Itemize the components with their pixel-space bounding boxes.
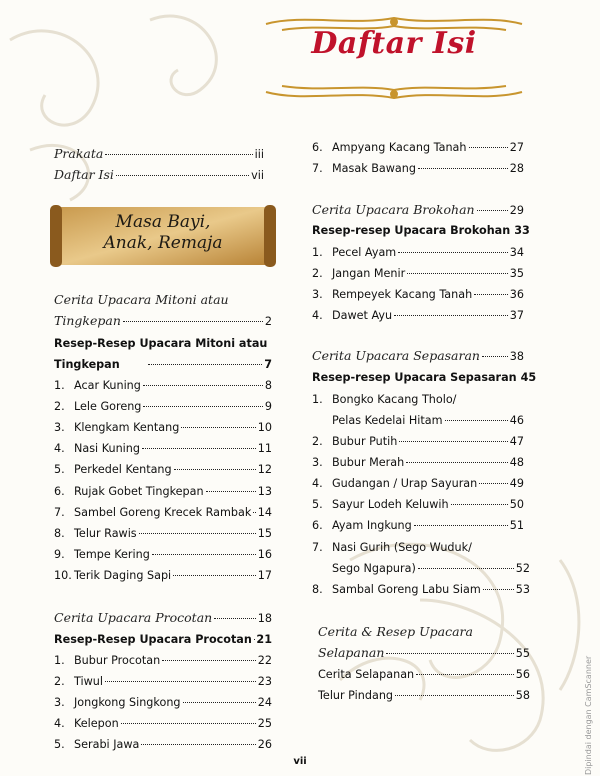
toc-recipe-heading-brokohan[interactable]: Resep-resep Upacara Brokohan 33 [312, 224, 530, 237]
toc-item[interactable]: 2. Jangan Menir 35 [312, 267, 524, 280]
toc-recipe-heading-mitoni-cont[interactable]: Tingkepan 7 [54, 358, 272, 371]
toc-entry-prakata[interactable]: Prakata iii [54, 146, 264, 161]
toc-item[interactable]: 5. Serabi Jawa 26 [54, 738, 272, 751]
toc-item[interactable]: 3. Klengkam Kentang 10 [54, 421, 272, 434]
toc-item[interactable]: 3. Jongkong Singkong 24 [54, 696, 272, 709]
toc-item[interactable]: 7. Nasi Gurih (Sego Wuduk/ [312, 541, 472, 554]
toc-item[interactable]: 2. Tiwul 23 [54, 675, 272, 688]
toc-item[interactable]: Cerita Selapanan 56 [318, 668, 530, 681]
toc-heading-selapanan-cont[interactable]: Selapanan 55 [318, 645, 530, 660]
toc-entry-daftar-isi[interactable]: Daftar Isi vii [54, 167, 264, 182]
toc-recipe-heading-procotan[interactable]: Resep-Resep Upacara Procotan 21 [54, 633, 272, 646]
toc-item[interactable]: 6. Rujak Gobet Tingkepan 13 [54, 485, 272, 498]
toc-heading-mitoni[interactable]: Cerita Upacara Mitoni atau [54, 292, 229, 307]
toc-item[interactable]: 4. Gudangan / Urap Sayuran 49 [312, 477, 524, 490]
toc-item[interactable]: 6. Ayam Ingkung 51 [312, 519, 524, 532]
toc-item[interactable]: 3. Bubur Merah 48 [312, 456, 524, 469]
toc-item[interactable]: 3. Rempeyek Kacang Tanah 36 [312, 288, 524, 301]
section-title-masa-bayi [48, 212, 278, 254]
scanner-watermark: Dipindai dengan CamScanner [584, 655, 593, 775]
toc-heading-procotan[interactable]: Cerita Upacara Procotan 18 [54, 610, 272, 625]
toc-item[interactable]: 4. Kelepon 25 [54, 717, 272, 730]
section-title-line2: Anak, Remaja [103, 233, 223, 253]
toc-item[interactable]: 9. Tempe Kering 16 [54, 548, 272, 561]
toc-item[interactable]: Telur Pindang 58 [318, 689, 530, 702]
toc-heading-sepasaran[interactable]: Cerita Upacara Sepasaran 38 [312, 348, 524, 363]
section-title-line1: Masa Bayi, [115, 212, 211, 232]
toc-item[interactable]: 1. Bongko Kacang Tholo/ [312, 393, 457, 406]
toc-item-cont[interactable]: Sego Ngapura) 52 [332, 562, 530, 575]
toc-item[interactable]: 7. Masak Bawang 28 [312, 162, 524, 175]
toc-recipe-heading-sepasaran[interactable]: Resep-resep Upacara Sepasaran 45 [312, 371, 537, 384]
toc-heading-mitoni-cont[interactable]: Tingkepan 2 [54, 313, 272, 328]
toc-item[interactable]: 10. Terik Daging Sapi 17 [54, 569, 272, 582]
toc-item[interactable]: 8. Telur Rawis 15 [54, 527, 272, 540]
toc-item[interactable]: 1. Bubur Procotan 22 [54, 654, 272, 667]
toc-item[interactable]: 2. Bubur Putih 47 [312, 435, 524, 448]
toc-item[interactable]: 6. Ampyang Kacang Tanah 27 [312, 141, 524, 154]
toc-recipe-heading-mitoni[interactable]: Resep-Resep Upacara Mitoni atau [54, 337, 268, 350]
toc-item[interactable]: 4. Dawet Ayu 37 [312, 309, 524, 322]
toc-item[interactable]: 1. Pecel Ayam 34 [312, 246, 524, 259]
toc-item[interactable]: 5. Perkedel Kentang 12 [54, 463, 272, 476]
page-title: Daftar Isi [311, 26, 477, 61]
toc-item[interactable]: 1. Acar Kuning 8 [54, 379, 272, 392]
toc-item[interactable]: 2. Lele Goreng 9 [54, 400, 272, 413]
toc-item-cont[interactable]: Pelas Kedelai Hitam 46 [332, 414, 524, 427]
toc-item[interactable]: 5. Sayur Lodeh Keluwih 50 [312, 498, 524, 511]
toc-heading-selapanan[interactable]: Cerita & Resep Upacara [318, 624, 473, 639]
toc-heading-brokohan[interactable]: Cerita Upacara Brokohan 29 [312, 202, 524, 217]
toc-item[interactable]: 8. Sambal Goreng Labu Siam 53 [312, 583, 530, 596]
toc-item[interactable]: 7. Sambel Goreng Krecek Rambak 14 [54, 506, 272, 519]
page-number: vii [293, 756, 307, 767]
toc-item[interactable]: 4. Nasi Kuning 11 [54, 442, 272, 455]
